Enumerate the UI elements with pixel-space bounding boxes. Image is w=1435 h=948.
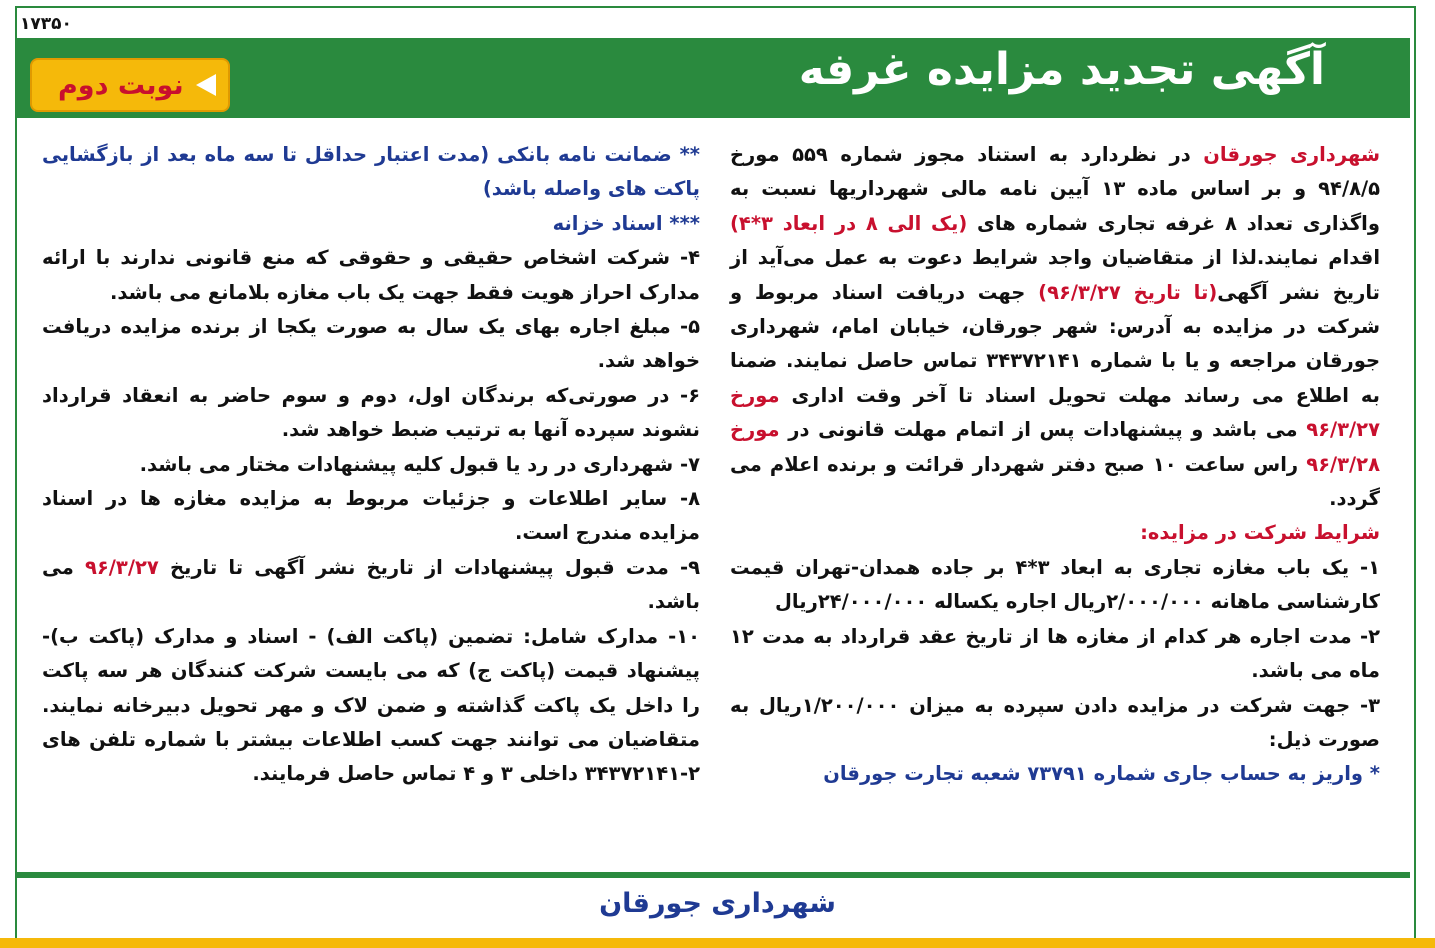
condition-1: ۱- یک باب مغازه تجاری به ابعاد ۳*۴ بر جاده همدان-تهران قیمت کارشناسی ماهانه ۲/۰۰۰/۰۰۰ریال اجاره یکساله ۲۴/۰۰۰/۰۰۰ریال <box>730 555 1380 614</box>
intro-text: در نظردارد به استناد مجوز شماره ۵۵۹ مورخ ۹۴/۸/۵ و بر اساس ماده ۱۳ آیین نامه مالی شهرداریها نسبت به واگذاری تعداد ۸ غرفه تجاری شماره های <box>730 143 1380 235</box>
intro-text-3: جهت دریافت اسناد مربوط و شرکت در مزایده به آدرس: شهر جورقان، خیابان امام، شهرداری جورقان مراجعه و یا با شماره ۳۴۳۷۲۱۴۱ تماس حاصل نمایند. ضمنا به اطلاع می رساند مهلت تحویل اسناد تا آخر وقت اداری <box>730 280 1380 407</box>
intro-text-2: اقدام نمایند.لذا از متقاضیان واجد شرایط دعوت به عمل می‌آید از تاریخ نشر آگهی <box>730 246 1380 304</box>
condition-4: ۴- شرکت اشخاص حقیقی و حقوقی که منع قانونی ندارند با ارائه مدارک احراز هویت فقط جهت یک باب مغازه بلامانع می باشد. <box>42 246 700 304</box>
conditions-title: شرایط شرکت در مزایده: <box>1140 521 1380 545</box>
right-column <box>730 138 1380 792</box>
condition-6: ۶- در صورتی‌که برندگان اول، دوم و سوم حاضر به انعقاد قرارداد نشوند سپرده آنها به ترتیب ضبط خواهد شد. <box>42 383 700 442</box>
bank-guarantee: ** ضمانت نامه بانکی (مدت اعتبار حداقل تا سه ماه بعد از بازگشایی پاکت های واصله باشد) <box>42 143 700 201</box>
account-info: * واریز به حساب جاری شماره ۷۳۷۹۱ شعبه تجارت جورقان <box>823 762 1380 786</box>
proposal-deadline: ۹۶/۳/۲۷ <box>85 555 159 579</box>
round-label: نوبت دوم <box>58 70 184 101</box>
condition-9-text: ۹- مدت قبول پیشنهادات از تاریخ نشر آگهی تا تاریخ <box>158 555 700 579</box>
condition-5: ۵- مبلغ اجاره بهای یک سال به صورت یکجا از برنده مزایده دریافت خواهد شد. <box>42 315 700 373</box>
condition-9-end: می باشد. <box>42 555 700 614</box>
municipality-name: شهرداری جورقان <box>1203 143 1380 166</box>
documents-text: تضمین (پاکت الف) - اسناد و مدارک (پاکت ب)- پیشنهاد قیمت (پاکت ج) که می بایست شرکت کنندگان هر سه پاکت را داخل یک پاکت گذاشته و ضمن لاک و مهر تحویل دبیرخانه نمایند. متقاضیان می توانند جهت کسب اطلاعات بیشتر با شماره تلفن های ۲-۳۴۳۷۲۱۴۱ داخلی ۳ و ۴ تماس حاصل فرمایند. <box>42 624 700 786</box>
condition-7: ۷- شهرداری در رد یا قبول کلیه پیشنهادات مختار می باشد. <box>139 452 700 476</box>
condition-2: ۲- مدت اجاره هر کدام از مغازه ها از تاریخ عقد قرارداد به مدت ۱۲ ماه می باشد. <box>730 624 1380 683</box>
intro-text-4: می باشد و پیشنهادات پس از اتمام مهلت قانونی در <box>779 418 1307 442</box>
condition-9 <box>42 551 700 620</box>
bottom-bar <box>0 938 1435 948</box>
deadline-date: (تا تاریخ ۹۶/۳/۲۷) <box>1038 280 1218 304</box>
ad-title: آگهی تجدید مزایده غرفه <box>798 44 1325 95</box>
intro-text-5: راس ساعت ۱۰ صبح دفتر شهردار قرائت و برنده اعلام می گردد. <box>730 452 1380 511</box>
ad-number: ۱۷۳۵۰ <box>20 14 72 34</box>
signature-divider <box>17 872 1410 878</box>
left-column <box>42 138 700 792</box>
condition-8: ۸- سایر اطلاعات و جزئیات مربوط به مزایده مغازه ها در اسناد مزایده مندرج است. <box>42 487 700 545</box>
signature: شهرداری جورقان <box>599 888 836 919</box>
condition-3: ۳- جهت شرکت در مزایده دادن سپرده به میزان ۱/۲۰۰/۰۰۰ریال به صورت ذیل: <box>730 693 1380 751</box>
booth-range: (یک الی ۸ در ابعاد ۳*۴) <box>730 211 968 235</box>
opening-date: مورخ ۹۶/۳/۲۸ <box>730 418 1380 476</box>
condition-10 <box>42 620 700 792</box>
arrow-left-icon <box>196 74 216 96</box>
treasury-bonds: *** اسناد خزانه <box>552 211 700 235</box>
documents-label: ۱۰- مدارک شامل: <box>523 624 700 648</box>
delivery-date: مورخ ۹۶/۳/۲۷ <box>730 383 1380 442</box>
intro-paragraph <box>730 138 1380 516</box>
